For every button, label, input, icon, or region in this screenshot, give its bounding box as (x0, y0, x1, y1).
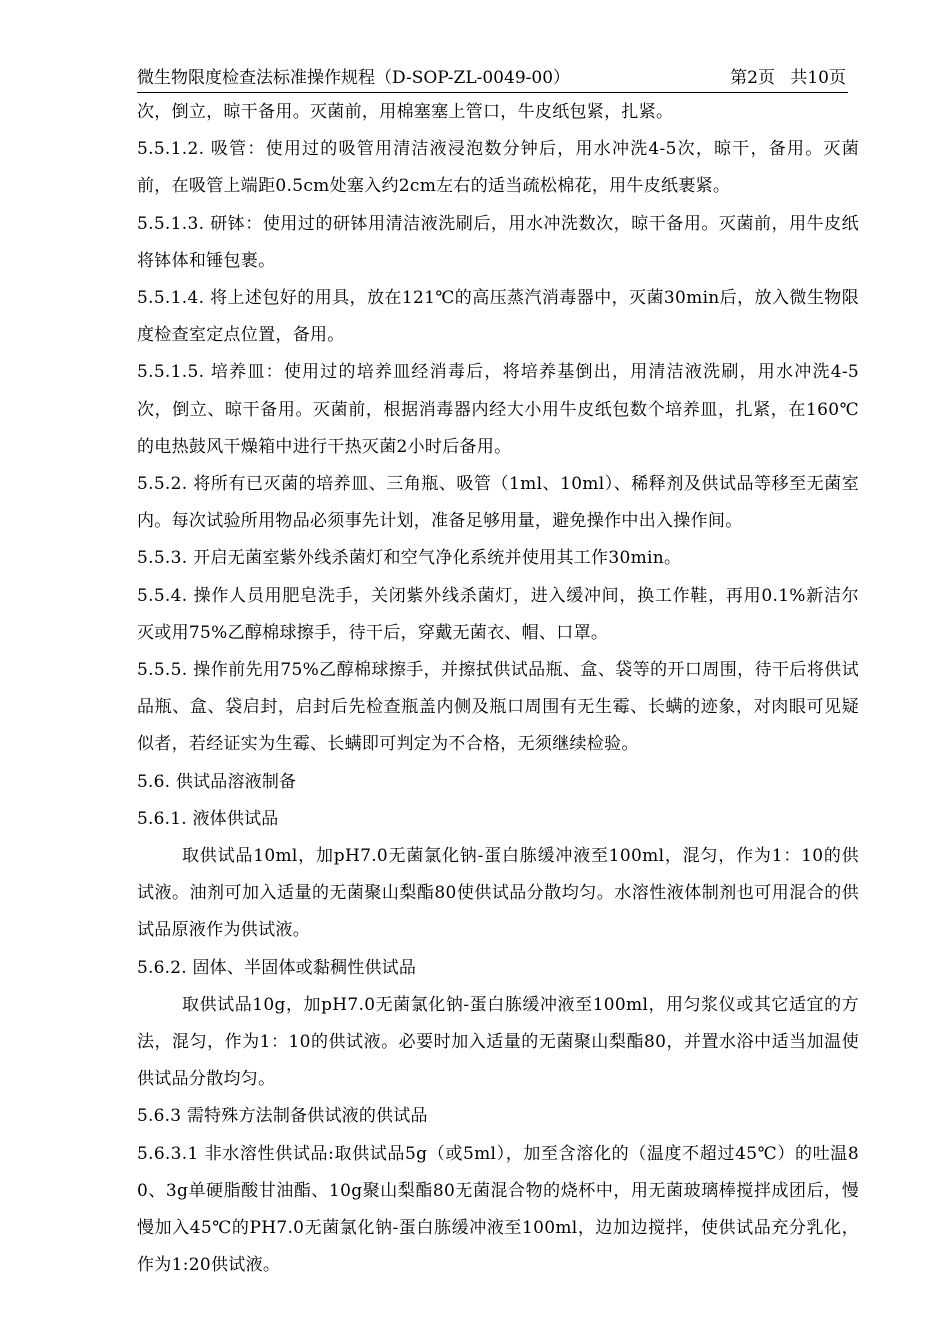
paragraph: 5.5.1.5. 培养皿：使用过的培养皿经消毒后，将培养基倒出，用清洁液洗刷，用水冲洗4-5次，倒立、晾干备用。灭菌前，根据消毒器内经大小用牛皮纸包数个培养皿，扎紧，在160℃的电热鼓风干燥箱中进行干热灭菌2小时后备用。 (137, 362, 859, 457)
paragraph: 5.5.1.4. 将上述包好的用具，放在121℃的高压蒸汽消毒器中，灭菌30min后，放入微生物限度检查室定点位置，备用。 (137, 288, 859, 346)
page-number: 第2页 共10页 (730, 68, 846, 88)
document-body (137, 94, 859, 1285)
paragraph: 5.5.2. 将所有已灭菌的培养皿、三角瓶、吸管（1ml、10ml）、稀释剂及供试品等移至无菌室内。每次试验所用物品必须事先计划，准备足够用量，避免操作中出入操作间。 (137, 474, 859, 532)
paragraph: 5.5.1.3. 研钵：使用过的研钵用清洁液洗刷后，用水冲洗数次，晾干备用。灭菌前，用牛皮纸将钵体和锤包裹。 (137, 213, 859, 271)
paragraph: 5.6.3.1 非水溶性供试品:取供试品5g（或5ml），加至含溶化的（温度不超过45℃）的吐温80、3g单硬脂酸甘油酯、10g聚山梨酯80无菌混合物的烧杯中，用无菌玻璃棒搅拌成团后，慢慢加入45℃的PH7.0无菌氯化钠-蛋白胨缓冲液至100ml，边加边搅拌，使供试品充分乳化，作为1:20供试液。 (137, 1143, 859, 1276)
section-heading: 5.6.2. 固体、半固体或黏稠性供试品 (137, 957, 417, 978)
paragraph: 5.5.4. 操作人员用肥皂洗手，关闭紫外线杀菌灯，进入缓冲间，换工作鞋，再用0.1%新洁尔灭或用75%乙醇棉球擦手，待干后，穿戴无菌衣、帽、口罩。 (137, 585, 859, 643)
document-title: 微生物限度检查法标准操作规程（D-SOP-ZL-0049-00） (137, 68, 571, 88)
paragraph: 5.5.5. 操作前先用75%乙醇棉球擦手，并擦拭供试品瓶、盒、袋等的开口周围，待干后将供试品瓶、盒、袋启封，启封后先检查瓶盖内侧及瓶口周围有无生霉、长螨的迹象，对肉眼可见疑似者，若经证实为生霉、长螨即可判定为不合格，无须继续检验。 (137, 660, 859, 755)
paragraph: 次，倒立，晾干备用。灭菌前，用棉塞塞上管口，牛皮纸包紧，扎紧。 (137, 102, 674, 122)
section-heading: 5.6.1. 液体供试品 (137, 808, 279, 829)
section-heading: 5.6. 供试品溶液制备 (137, 771, 297, 792)
paragraph: 5.5.1.2. 吸管：使用过的吸管用清洁液浸泡数分钟后，用水冲洗4-5次，晾干，备用。灭菌前，在吸管上端距0.5cm处塞入约2cm左右的适当疏松棉花，用牛皮纸裹紧。 (137, 139, 859, 197)
paragraph: 取供试品10ml，加pH7.0无菌氯化钠-蛋白胨缓冲液至100ml，混匀，作为1：10的供试液。油剂可加入适量的无菌聚山梨酯80使供试品分散均匀。水溶性液体制剂也可用混合的供试品原液作为供试液。 (137, 846, 859, 941)
paragraph: 取供试品10g，加pH7.0无菌氯化钠-蛋白胨缓冲液至100ml，用匀浆仪或其它适宜的方法，混匀，作为1：10的供试液。必要时加入适量的无菌聚山梨酯80，并置水浴中适当加温使供试品分散均匀。 (137, 994, 859, 1090)
section-heading: 5.6.3 需特殊方法制备供试液的供试品 (137, 1106, 428, 1127)
paragraph: 5.5.3. 开启无菌室紫外线杀菌灯和空气净化系统并使用其工作30min。 (137, 548, 682, 569)
page-header (137, 64, 848, 93)
